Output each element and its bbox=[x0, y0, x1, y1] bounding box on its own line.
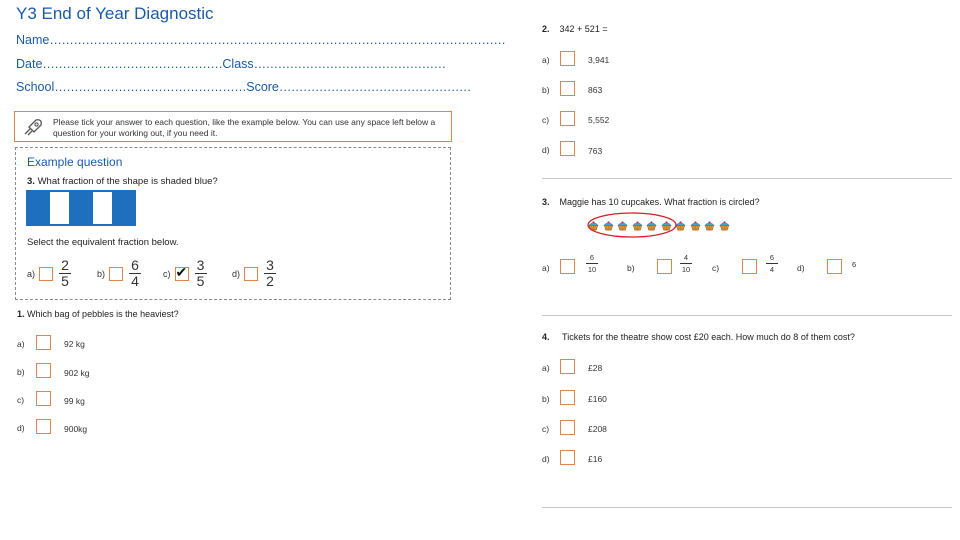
rocket-icon bbox=[22, 117, 44, 137]
cupcake-icon bbox=[719, 220, 730, 231]
numerator: 2 bbox=[61, 257, 69, 273]
unshaded-cell bbox=[50, 192, 72, 224]
q1-option-c-value: 99 kg bbox=[64, 396, 85, 406]
example-option-c bbox=[163, 259, 207, 288]
denominator: 4 bbox=[769, 265, 775, 274]
q1-option-a-value: 92 kg bbox=[64, 339, 85, 349]
q3-number: 3. bbox=[542, 197, 550, 207]
q3-option-d-value: 6 bbox=[852, 260, 857, 269]
shaded-cell bbox=[28, 192, 50, 224]
q2-option-b-value: 863 bbox=[588, 85, 603, 95]
denominator: 2 bbox=[266, 273, 274, 289]
q4-option-a-checkbox[interactable] bbox=[560, 359, 575, 374]
numerator: 6 bbox=[589, 253, 595, 262]
q4-option-a-label: a) bbox=[542, 363, 550, 373]
fraction bbox=[264, 259, 276, 288]
q4-option-d-checkbox[interactable] bbox=[560, 450, 575, 465]
q1-option-d-label: d) bbox=[17, 423, 25, 433]
numerator: 6 bbox=[131, 257, 139, 273]
q2-option-d-value: 763 bbox=[588, 146, 603, 156]
example-title: Example question bbox=[27, 155, 123, 169]
q4-question bbox=[542, 332, 855, 342]
page-title: Y3 End of Year Diagnostic bbox=[16, 4, 214, 23]
name-label: Name bbox=[16, 33, 50, 47]
name-field[interactable] bbox=[16, 33, 505, 47]
q2-option-c-checkbox[interactable] bbox=[560, 111, 575, 126]
q1-option-d-checkbox[interactable] bbox=[36, 419, 51, 434]
q1-question bbox=[17, 309, 179, 319]
q3-option-b-label: b) bbox=[627, 263, 635, 273]
q4-option-b-value: £160 bbox=[588, 394, 607, 404]
checkbox[interactable] bbox=[39, 267, 53, 281]
q2-option-d-label: d) bbox=[542, 145, 550, 155]
q3-option-d-checkbox[interactable] bbox=[827, 259, 842, 274]
q3-option-d-label: d) bbox=[797, 263, 805, 273]
divider bbox=[542, 315, 952, 316]
denominator: 5 bbox=[61, 273, 69, 289]
example-number: 3. bbox=[27, 176, 35, 187]
example-question bbox=[27, 176, 218, 187]
q3-option-a-checkbox[interactable] bbox=[560, 259, 575, 274]
q1-option-a-checkbox[interactable] bbox=[36, 335, 51, 350]
q2-option-b-checkbox[interactable] bbox=[560, 81, 575, 96]
school-field[interactable] bbox=[16, 80, 471, 94]
q3-option-a-label: a) bbox=[542, 263, 550, 273]
school-label: School bbox=[16, 80, 55, 94]
numerator: 3 bbox=[266, 257, 274, 273]
q2-option-c-value: 5,552 bbox=[588, 115, 610, 125]
shaded-cell bbox=[71, 192, 93, 224]
checkbox[interactable] bbox=[244, 267, 258, 281]
checkbox[interactable] bbox=[109, 267, 123, 281]
q3-text: Maggie has 10 cupcakes. What fraction is circled? bbox=[559, 197, 760, 207]
q1-option-b-label: b) bbox=[17, 367, 25, 377]
name-dotted-line: …………………………………………………………………………………………………… bbox=[49, 33, 506, 47]
example-option-a bbox=[27, 259, 71, 288]
q4-option-c-label: c) bbox=[542, 424, 550, 434]
q2-option-a-checkbox[interactable] bbox=[560, 51, 575, 66]
q4-option-c-checkbox[interactable] bbox=[560, 420, 575, 435]
cupcake-icon bbox=[690, 220, 701, 231]
date-dotted-line: ……………………………………… bbox=[42, 57, 223, 71]
class-label: Class bbox=[222, 57, 254, 71]
date-label: Date bbox=[16, 57, 43, 71]
example-option-b bbox=[97, 259, 141, 288]
q4-text: Tickets for the theatre show cost £20 each. How much do 8 of them cost? bbox=[562, 332, 855, 342]
option-label: a) bbox=[27, 268, 36, 279]
school-dotted-line: ………………………………………… bbox=[54, 80, 247, 94]
numerator: 6 bbox=[769, 253, 775, 262]
q2-option-a-label: a) bbox=[542, 55, 550, 65]
q4-option-d-label: d) bbox=[542, 454, 550, 464]
q2-question bbox=[542, 24, 608, 34]
fraction-bar bbox=[766, 263, 778, 264]
q4-option-b-checkbox[interactable] bbox=[560, 390, 575, 405]
q4-option-c-value: £208 bbox=[588, 424, 607, 434]
instructions-box bbox=[14, 111, 452, 142]
example-question-box bbox=[15, 147, 451, 300]
score-label: Score bbox=[246, 80, 279, 94]
q1-text: Which bag of pebbles is the heaviest? bbox=[27, 309, 179, 319]
checked-checkbox[interactable] bbox=[175, 267, 189, 281]
denominator: 10 bbox=[681, 265, 691, 274]
q3-option-a-fraction bbox=[586, 253, 598, 274]
score-dotted-line: ………………………………………… bbox=[278, 80, 471, 94]
fraction bbox=[129, 259, 141, 288]
fraction-bar bbox=[680, 263, 692, 264]
shaded-cell bbox=[114, 192, 134, 224]
cupcake-icon bbox=[704, 220, 715, 231]
q1-number: 1. bbox=[17, 309, 25, 319]
instructions-text: Please tick your answer to each question, like the example below. You can use any space left below a question for your working out, if you need it. bbox=[53, 117, 436, 138]
example-option-d bbox=[232, 259, 276, 288]
q3-option-c-checkbox[interactable] bbox=[742, 259, 757, 274]
fraction bbox=[59, 259, 71, 288]
q3-option-c-label: c) bbox=[712, 263, 720, 273]
denominator: 10 bbox=[587, 265, 597, 274]
q3-question bbox=[542, 197, 760, 207]
date-field[interactable] bbox=[16, 57, 446, 71]
q2-number: 2. bbox=[542, 24, 550, 34]
q2-option-b-label: b) bbox=[542, 85, 550, 95]
example-select-text: Select the equivalent fraction below. bbox=[27, 237, 179, 248]
q1-option-b-value: 902 kg bbox=[64, 368, 90, 378]
q2-text: 342 + 521 = bbox=[559, 24, 608, 34]
option-label: b) bbox=[97, 268, 106, 279]
q2-option-d-checkbox[interactable] bbox=[560, 141, 575, 156]
q1-option-d-value: 900kg bbox=[64, 424, 88, 434]
q2-option-a-value: 3,941 bbox=[588, 55, 610, 65]
q4-option-a-value: £28 bbox=[588, 363, 603, 373]
q3-option-c-fraction bbox=[766, 253, 778, 274]
numerator: 3 bbox=[196, 257, 205, 273]
circle-annotation bbox=[585, 211, 681, 241]
q4-option-d-value: £16 bbox=[588, 454, 603, 464]
option-label: d) bbox=[232, 268, 241, 279]
denominator: 5 bbox=[196, 273, 205, 289]
q3-option-b-checkbox[interactable] bbox=[657, 259, 672, 274]
q1-option-c-checkbox[interactable] bbox=[36, 391, 51, 406]
q3-option-b-fraction bbox=[680, 253, 692, 274]
numerator: 4 bbox=[683, 253, 689, 262]
q1-option-c-label: c) bbox=[17, 395, 25, 405]
option-label: c) bbox=[163, 268, 171, 279]
class-dotted-line: ………………………………………… bbox=[253, 57, 446, 71]
q4-number: 4. bbox=[542, 332, 550, 342]
fraction bbox=[195, 259, 207, 288]
q2-option-c-label: c) bbox=[542, 115, 550, 125]
divider bbox=[542, 178, 952, 179]
divider bbox=[542, 507, 952, 508]
denominator: 4 bbox=[131, 273, 139, 289]
unshaded-cell bbox=[93, 192, 115, 224]
q4-option-b-label: b) bbox=[542, 394, 550, 404]
example-question-text: What fraction of the shape is shaded blue? bbox=[37, 176, 218, 187]
fraction-bar bbox=[586, 263, 598, 264]
q1-option-a-label: a) bbox=[17, 339, 25, 349]
fraction-shape bbox=[26, 190, 136, 226]
q1-option-b-checkbox[interactable] bbox=[36, 363, 51, 378]
